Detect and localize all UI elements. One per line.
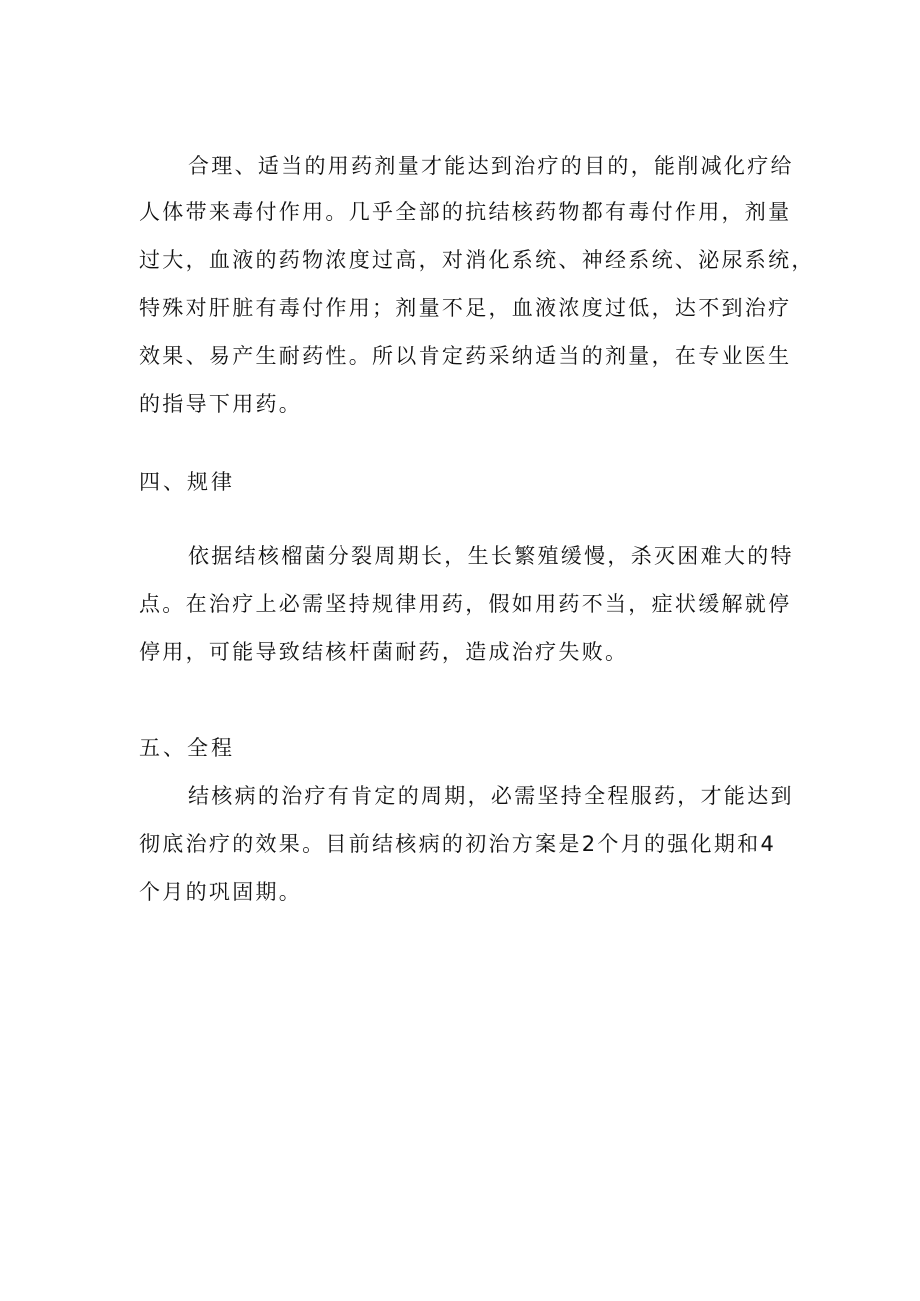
paragraph-2-line-2: 点。在治疗上必需坚持规律用药，假如用药不当，症状缓解就停 — [139, 592, 792, 616]
paragraph-3-line-2: 彻底治疗的效果。目前结核病的初治方案是2个月的强化期和4 — [139, 832, 777, 856]
paragraph-2-line-1: 依据结核榴菌分裂周期长，生长繁殖缓慢，杀灭困难大的特 — [188, 544, 794, 568]
paragraph-1-line-5: 效果、易产生耐药性。所以肯定药采纳适当的剂量，在专业医生 — [139, 344, 792, 368]
section-heading-4: 四、规律 — [139, 470, 235, 494]
section-heading-5: 五、全程 — [139, 736, 235, 760]
paragraph-1-line-4: 特殊对肝脏有毒付作用；剂量不足，血液浓度过低，达不到治疗 — [139, 296, 792, 320]
paragraph-1-line-1: 合理、适当的用药剂量才能达到治疗的目的，能削减化疗给 — [188, 154, 794, 178]
paragraph-1-line-3: 过大，血液的药物浓度过高，对消化系统、神经系统、泌尿系统， — [139, 248, 815, 272]
paragraph-2-line-3: 停用，可能导致结核杆菌耐药，造成治疗失败。 — [139, 640, 629, 664]
paragraph-1-line-6: 的指导下用药。 — [139, 392, 303, 416]
paragraph-3-line-3: 个月的巩固期。 — [139, 880, 303, 904]
paragraph-3-line-1: 结核病的治疗有肯定的周期，必需坚持全程服药，才能达到 — [188, 784, 794, 808]
paragraph-1-line-2: 人体带来毒付作用。几乎全部的抗结核药物都有毒付作用，剂量 — [139, 200, 792, 224]
